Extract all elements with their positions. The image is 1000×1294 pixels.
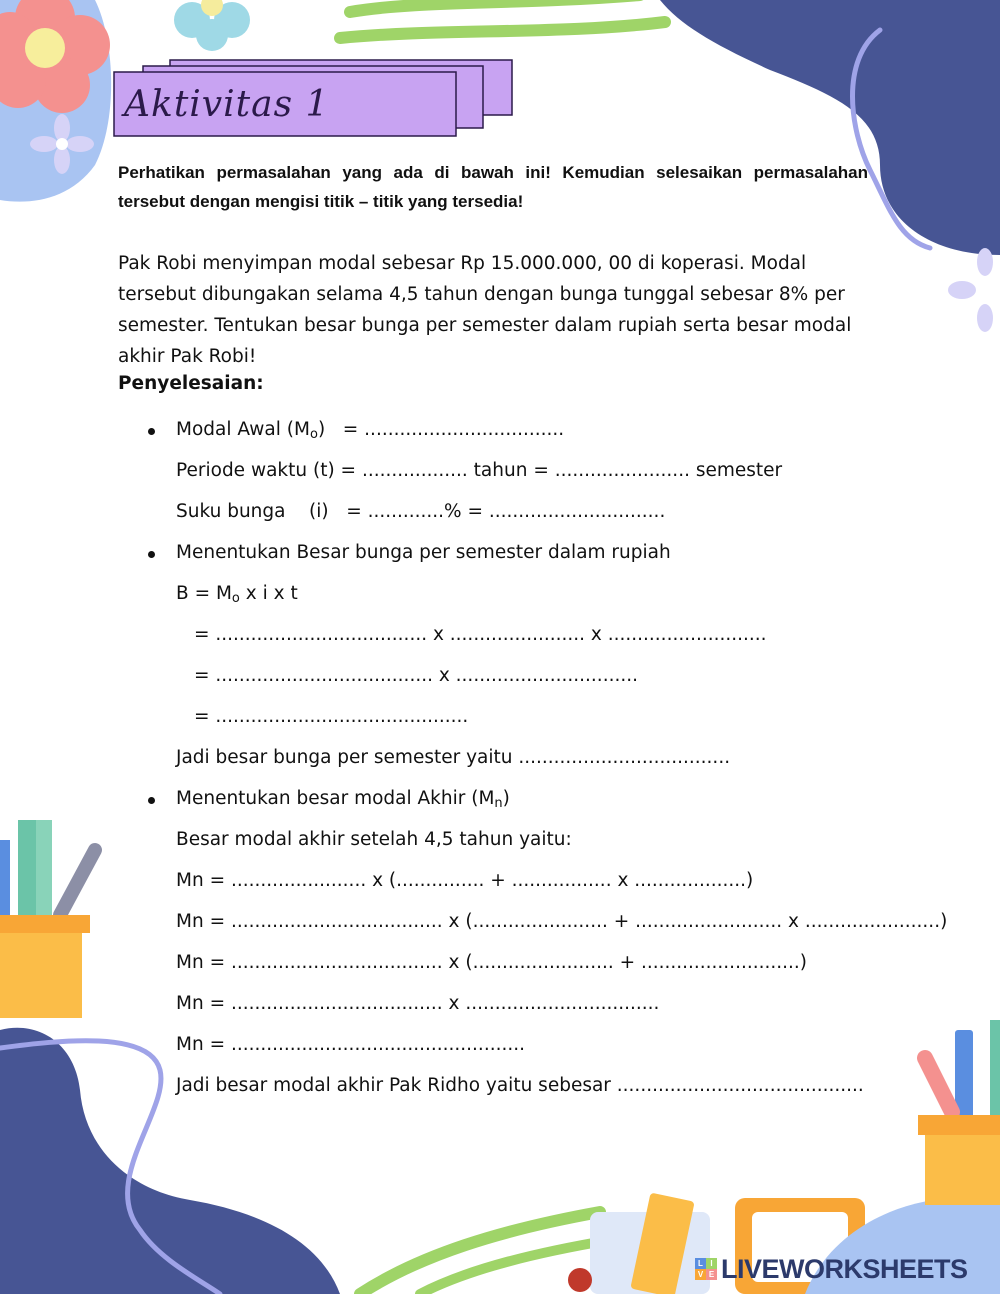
bullet-icon <box>148 551 155 558</box>
modal-akhir-intro: Besar modal akhir setelah 4,5 tahun yaitu: <box>176 829 572 850</box>
bullet-icon <box>148 797 155 804</box>
bunga-heading: Menentukan Besar bunga per semester dalam rupiah <box>176 542 671 563</box>
bunga-formula: $B = M_o$ x i x t <box>176 583 298 606</box>
modal-awal-line: Modal Awal $(M_o)$ = .................................. <box>176 419 565 442</box>
modal-akhir-conclusion: Jadi besar modal akhir Pak Ridho yaitu sebesar .......................................... <box>176 1075 864 1096</box>
liveworksheets-logo <box>695 1252 968 1286</box>
bunga-step-1: = .................................... x ....................... x ........................... <box>194 624 767 645</box>
bunga-step-2: = ..................................... x ............................... <box>194 665 638 686</box>
bullet-icon <box>148 428 155 435</box>
bunga-step-3: = ........................................... <box>194 706 469 727</box>
brand-name: LIVEWORKSHEETS <box>721 1253 968 1284</box>
mn-line-2: Mn = .................................... x (....................... + ......................... x .......................) <box>176 911 948 932</box>
instructions: Perhatikan permasalahan yang ada di bawah ini! Kemudian selesaikan permasalahan tersebut dengan mengisi titik – titik yang tersedia! <box>118 163 868 211</box>
suku-bunga-line: Suku bunga (i) = .............% = .............................. <box>176 501 666 522</box>
liveworksheets-logo-icon: L I V E <box>695 1258 717 1280</box>
mn-line-5: Mn = .................................................. <box>176 1034 525 1055</box>
periode-waktu-line: Periode waktu (t) = .................. tahun = ....................... semester <box>176 460 783 481</box>
modal-akhir-heading: Menentukan besar modal Akhir $(M_n)$ <box>176 788 510 811</box>
problem-statement: Pak Robi menyimpan modal sebesar Rp 15.000.000, 00 di koperasi. Modal tersebut dibungakan selama 4,5 tahun dengan bunga tunggal sebesar 8% per semester. Tentukan besar bunga per semester dalam rupiah serta besar modal akhir Pak Robi! <box>118 253 852 367</box>
solution-label: Penyelesaian: <box>118 373 264 394</box>
mn-line-1: Mn = ....................... x (............... + ................. x ...................) <box>176 870 754 891</box>
bunga-conclusion: Jadi besar bunga per semester yaitu .................................... <box>176 747 731 768</box>
page-title: Aktivitas 1 <box>124 84 330 125</box>
mn-line-4: Mn = .................................... x ................................. <box>176 993 660 1014</box>
mn-line-3: Mn = .................................... x (........................ + ...........................) <box>176 952 807 973</box>
